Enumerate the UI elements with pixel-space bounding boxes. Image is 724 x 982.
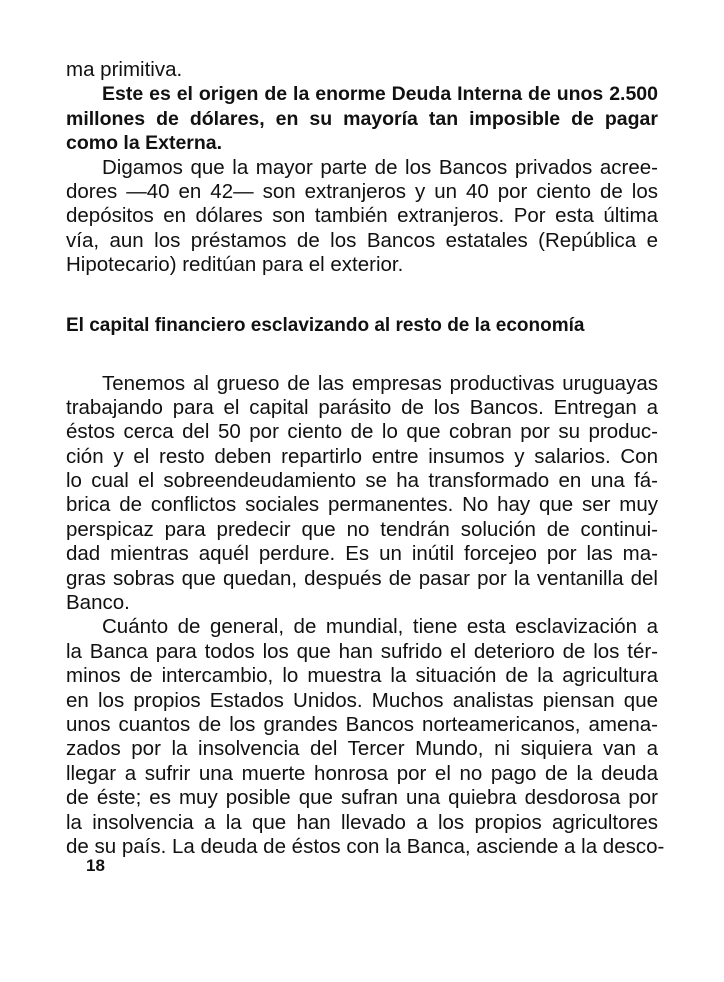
text-line: vía, aun los préstamos de los Bancos estatales (República e [66, 228, 658, 252]
text-line: depósitos en dólares son también extranjeros. Por esta última [66, 204, 658, 228]
text-line: Este es el origen de la enorme Deuda Interna de unos 2.500 [102, 83, 658, 106]
text-line: Cuánto de general, de mundial, tiene esta esclavización a [102, 615, 658, 639]
text-line: Tenemos al grueso de las empresas productivas uruguayas [102, 371, 658, 395]
text-line: dores —40 en 42— son extranjeros y un 40 por ciento de los [66, 179, 658, 203]
paragraph [66, 156, 658, 278]
text-line: éstos cerca del 50 por ciento de lo que cobran por su produc- [66, 420, 658, 444]
text-line: Banco. [66, 591, 130, 615]
text-line: brica de conflictos sociales permanentes. No hay que ser muy [66, 493, 658, 517]
text-line: ma primitiva. [66, 58, 183, 81]
text-line: como la Externa. [66, 132, 223, 155]
bold-paragraph [66, 82, 658, 155]
text-line: unos cuantos de los grandes Bancos norteamericanos, amena- [66, 712, 658, 736]
text-line: minos de intercambio, lo muestra la situación de la agricultura [66, 664, 658, 688]
text-line: gras sobras que quedan, después de pasar por la ventanilla del [66, 566, 658, 590]
text-line: millones de dólares, en su mayoría tan imposible de pagar [66, 107, 658, 130]
text-line: llegar a sufrir una muerte honrosa por el no pago de la deuda [66, 761, 658, 785]
text-line: Hipotecario) reditúan para el exterior. [66, 253, 404, 277]
text-line: ción y el resto deben repartirlo entre insumos y salarios. Con [66, 444, 658, 468]
text-line: en los propios Estados Unidos. Muchos analistas piensan que [66, 688, 658, 712]
paragraph [66, 372, 658, 616]
text-line: perspicaz para predecir que no tendrán solución de continui- [66, 517, 658, 541]
paragraph [66, 615, 665, 859]
page-number: 18 [86, 856, 105, 875]
page-body [66, 58, 665, 859]
text-line: la insolvencia a la que han llevado a los propios agricultores [66, 810, 658, 834]
text-line: lo cual el sobreendeudamiento se ha transformado en una fá- [66, 469, 658, 493]
text-line: de éste; es muy posible que sufran una quiebra desdorosa por [66, 786, 658, 810]
text-line: dad mientras aquél perdure. Es un inútil forcejeo por las ma- [66, 542, 658, 566]
text-line: la Banca para todos los que han sufrido el deterioro de los tér- [66, 639, 658, 663]
intro-paragraph [66, 58, 658, 82]
section-heading: El capital financiero esclavizando al resto de la economía [66, 314, 585, 336]
text-line: Digamos que la mayor parte de los Bancos privados acree- [102, 155, 658, 179]
text-line: trabajando para el capital parásito de los Bancos. Entregan a [66, 395, 658, 419]
text-line: de su país. La deuda de éstos con la Banca, asciende a la desco- [66, 834, 665, 858]
text-line: zados por la insolvencia del Tercer Mundo, ni siquiera van a [66, 737, 658, 761]
